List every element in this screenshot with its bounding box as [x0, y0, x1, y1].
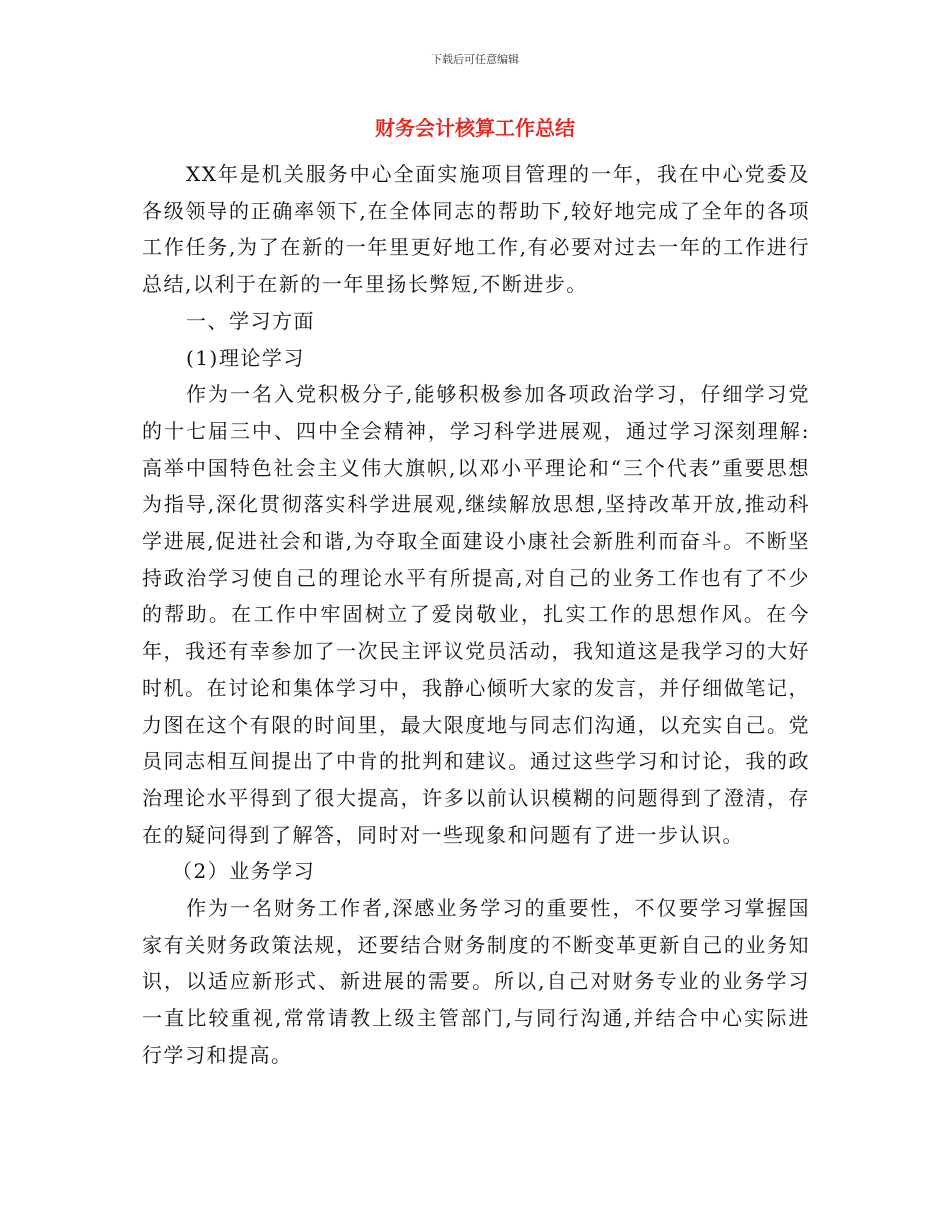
document-body: [142, 156, 810, 1074]
intro-paragraph: XX年是机关服务中心全面实施项目管理的一年，我在中心党委及各级领导的正确率领下,在全体同志的帮助下,较好地完成了全年的各项工作任务,为了在新的一年里更好地工作,有必要对过去一年的工作进行总结,以利于在新的一年里扬长弊短,不断进步。: [142, 162, 810, 297]
section-heading-study: 一、学习方面: [186, 308, 315, 333]
theory-study-paragraph: 作为一名入党积极分子,能够积极参加各项政治学习，仔细学习党的十七届三中、四中全会精神，学习科学进展观，通过学习深刻理解:高举中国特色社会主义伟大旗帜,以邓小平理论和“三个代表”重要思想为指导,深化贯彻落实科学进展观,继续解放思想,坚持改革开放,推动科学进展,促进社会和谐,为夺取全面建设小康社会新胜利而奋斗。不断坚持政治学习使自己的理论水平有所提高,对自己的业务工作也有了不少的帮助。在工作中牢固树立了爱岗敬业，扎实工作的思想作风。在今年，我还有幸参加了一次民主评议党员活动，我知道这是我学习的大好时机。在讨论和集体学习中，我静心倾听大家的发言，并仔细做笔记，力图在这个有限的时间里，最大限度地与同志们沟通，以充实自己。党员同志相互间提出了中肯的批判和建议。通过这些学习和讨论，我的政治理论水平得到了很大提高，许多以前认识模糊的问题得到了澄清，存在的疑问得到了解答，同时对一些现象和问题有了进一步认识。: [142, 382, 810, 847]
business-study-paragraph: 作为一名财务工作者,深感业务学习的重要性，不仅要学习掌握国家有关财务政策法规，还要结合财务制度的不断变革更新自己的业务知识，以适应新形式、新进展的需要。所以,自己对财务专业的业务学习一直比较重视,常常请教上级主管部门,与同行沟通,并结合中心实际进行学习和提高。: [142, 896, 810, 1067]
page-header-note: 下载后可任意编辑: [431, 53, 519, 66]
subheading-business-study: （2）业务学习: [172, 859, 316, 884]
subheading-theory-study: (1)理论学习: [186, 345, 305, 370]
document-title: 财务会计核算工作总结: [375, 116, 575, 140]
